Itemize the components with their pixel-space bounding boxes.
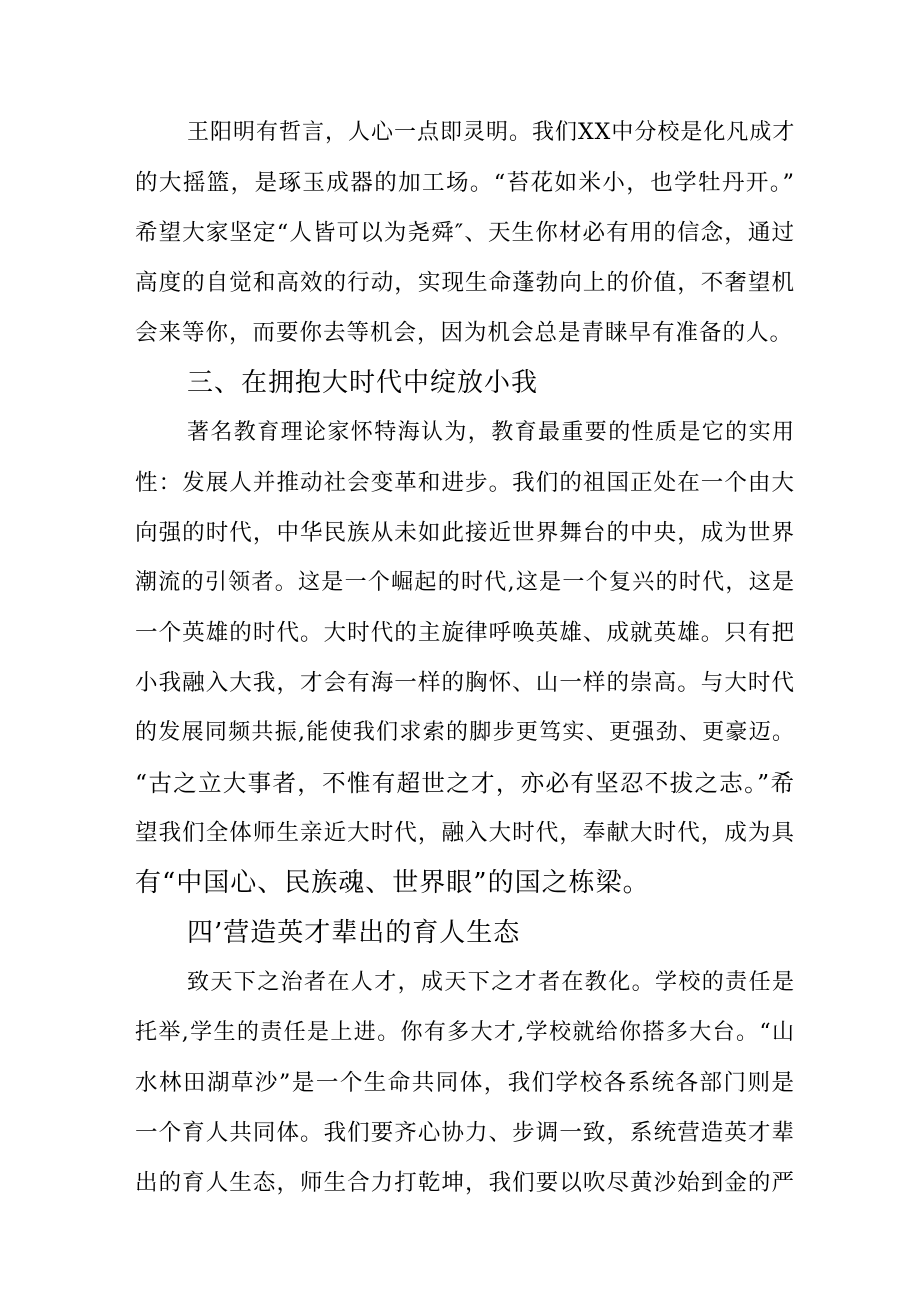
text-line: 的大摇篮，是琢玉成器的加工场。“苔花如米小，也学牡丹开。” [135, 170, 795, 196]
text-line: 性：发展人并推动社会变革和进步。我们的祖国正处在一个由大 [135, 470, 795, 496]
text-line: 一个英雄的时代。大时代的主旋律呼唤英雄、成就英雄。只有把 [135, 620, 795, 646]
text-line: 向强的时代，中华民族从未如此接近世界舞台的中央，成为世界 [135, 520, 795, 546]
text-line: 出的育人生态，师生合力打乾坤，我们要以吹尽黄沙始到金的严 [135, 1170, 795, 1196]
text-line: 小我融入大我，才会有海一样的胸怀、山一样的崇高。与大时代 [135, 670, 795, 696]
text-line: 会来等你，而要你去等机会，因为机会总是青睐早有准备的人。 [135, 320, 794, 346]
text-line: 潮流的引领者。这是一个崛起的时代,这是一个复兴的时代，这是 [135, 570, 795, 595]
section-heading: 四’营造英才辈出的育人生态 [187, 918, 521, 948]
document-body [135, 108, 795, 1208]
text-line: 希望大家坚定“人皆可以为尧舜″、天生你材必有用的信念，通过 [135, 220, 795, 246]
text-line: 托举,学生的责任是上进。你有多大才,学校就给你搭多大台。“山 [135, 1020, 795, 1045]
section-heading: 三、在拥抱大时代中绽放小我 [187, 368, 539, 398]
text-line: 水林田湖草沙”是一个生命共同体，我们学校各系统各部门则是 [135, 1070, 795, 1096]
text-line: 望我们全体师生亲近大时代，融入大时代，奉献大时代，成为具 [135, 820, 795, 846]
text-line: 高度的自觉和高效的行动，实现生命蓬勃向上的价值，不奢望机 [135, 270, 795, 296]
text-line: 的发展同频共振,能使我们求索的脚步更笃实、更强劲、更豪迈。 [135, 720, 795, 745]
text-line: 致天下之治者在人才，成天下之才者在教化。学校的责任是 [187, 970, 795, 995]
text-line: 一个育人共同体。我们要齐心协力、步调一致，系统营造英才辈 [135, 1120, 795, 1146]
text-line: 王阳明有哲言，人心一点即灵明。我们XX中分校是化凡成才 [187, 120, 796, 145]
text-line: “古之立大事者，不惟有超世之才，亦必有坚忍不拔之志。”希 [135, 769, 795, 797]
text-line: 著名教育理论家怀特海认为，教育最重要的性质是它的实用 [187, 420, 795, 445]
text-line: 有“中国心、民族魂、世界眼”的国之栋梁。 [135, 868, 650, 898]
